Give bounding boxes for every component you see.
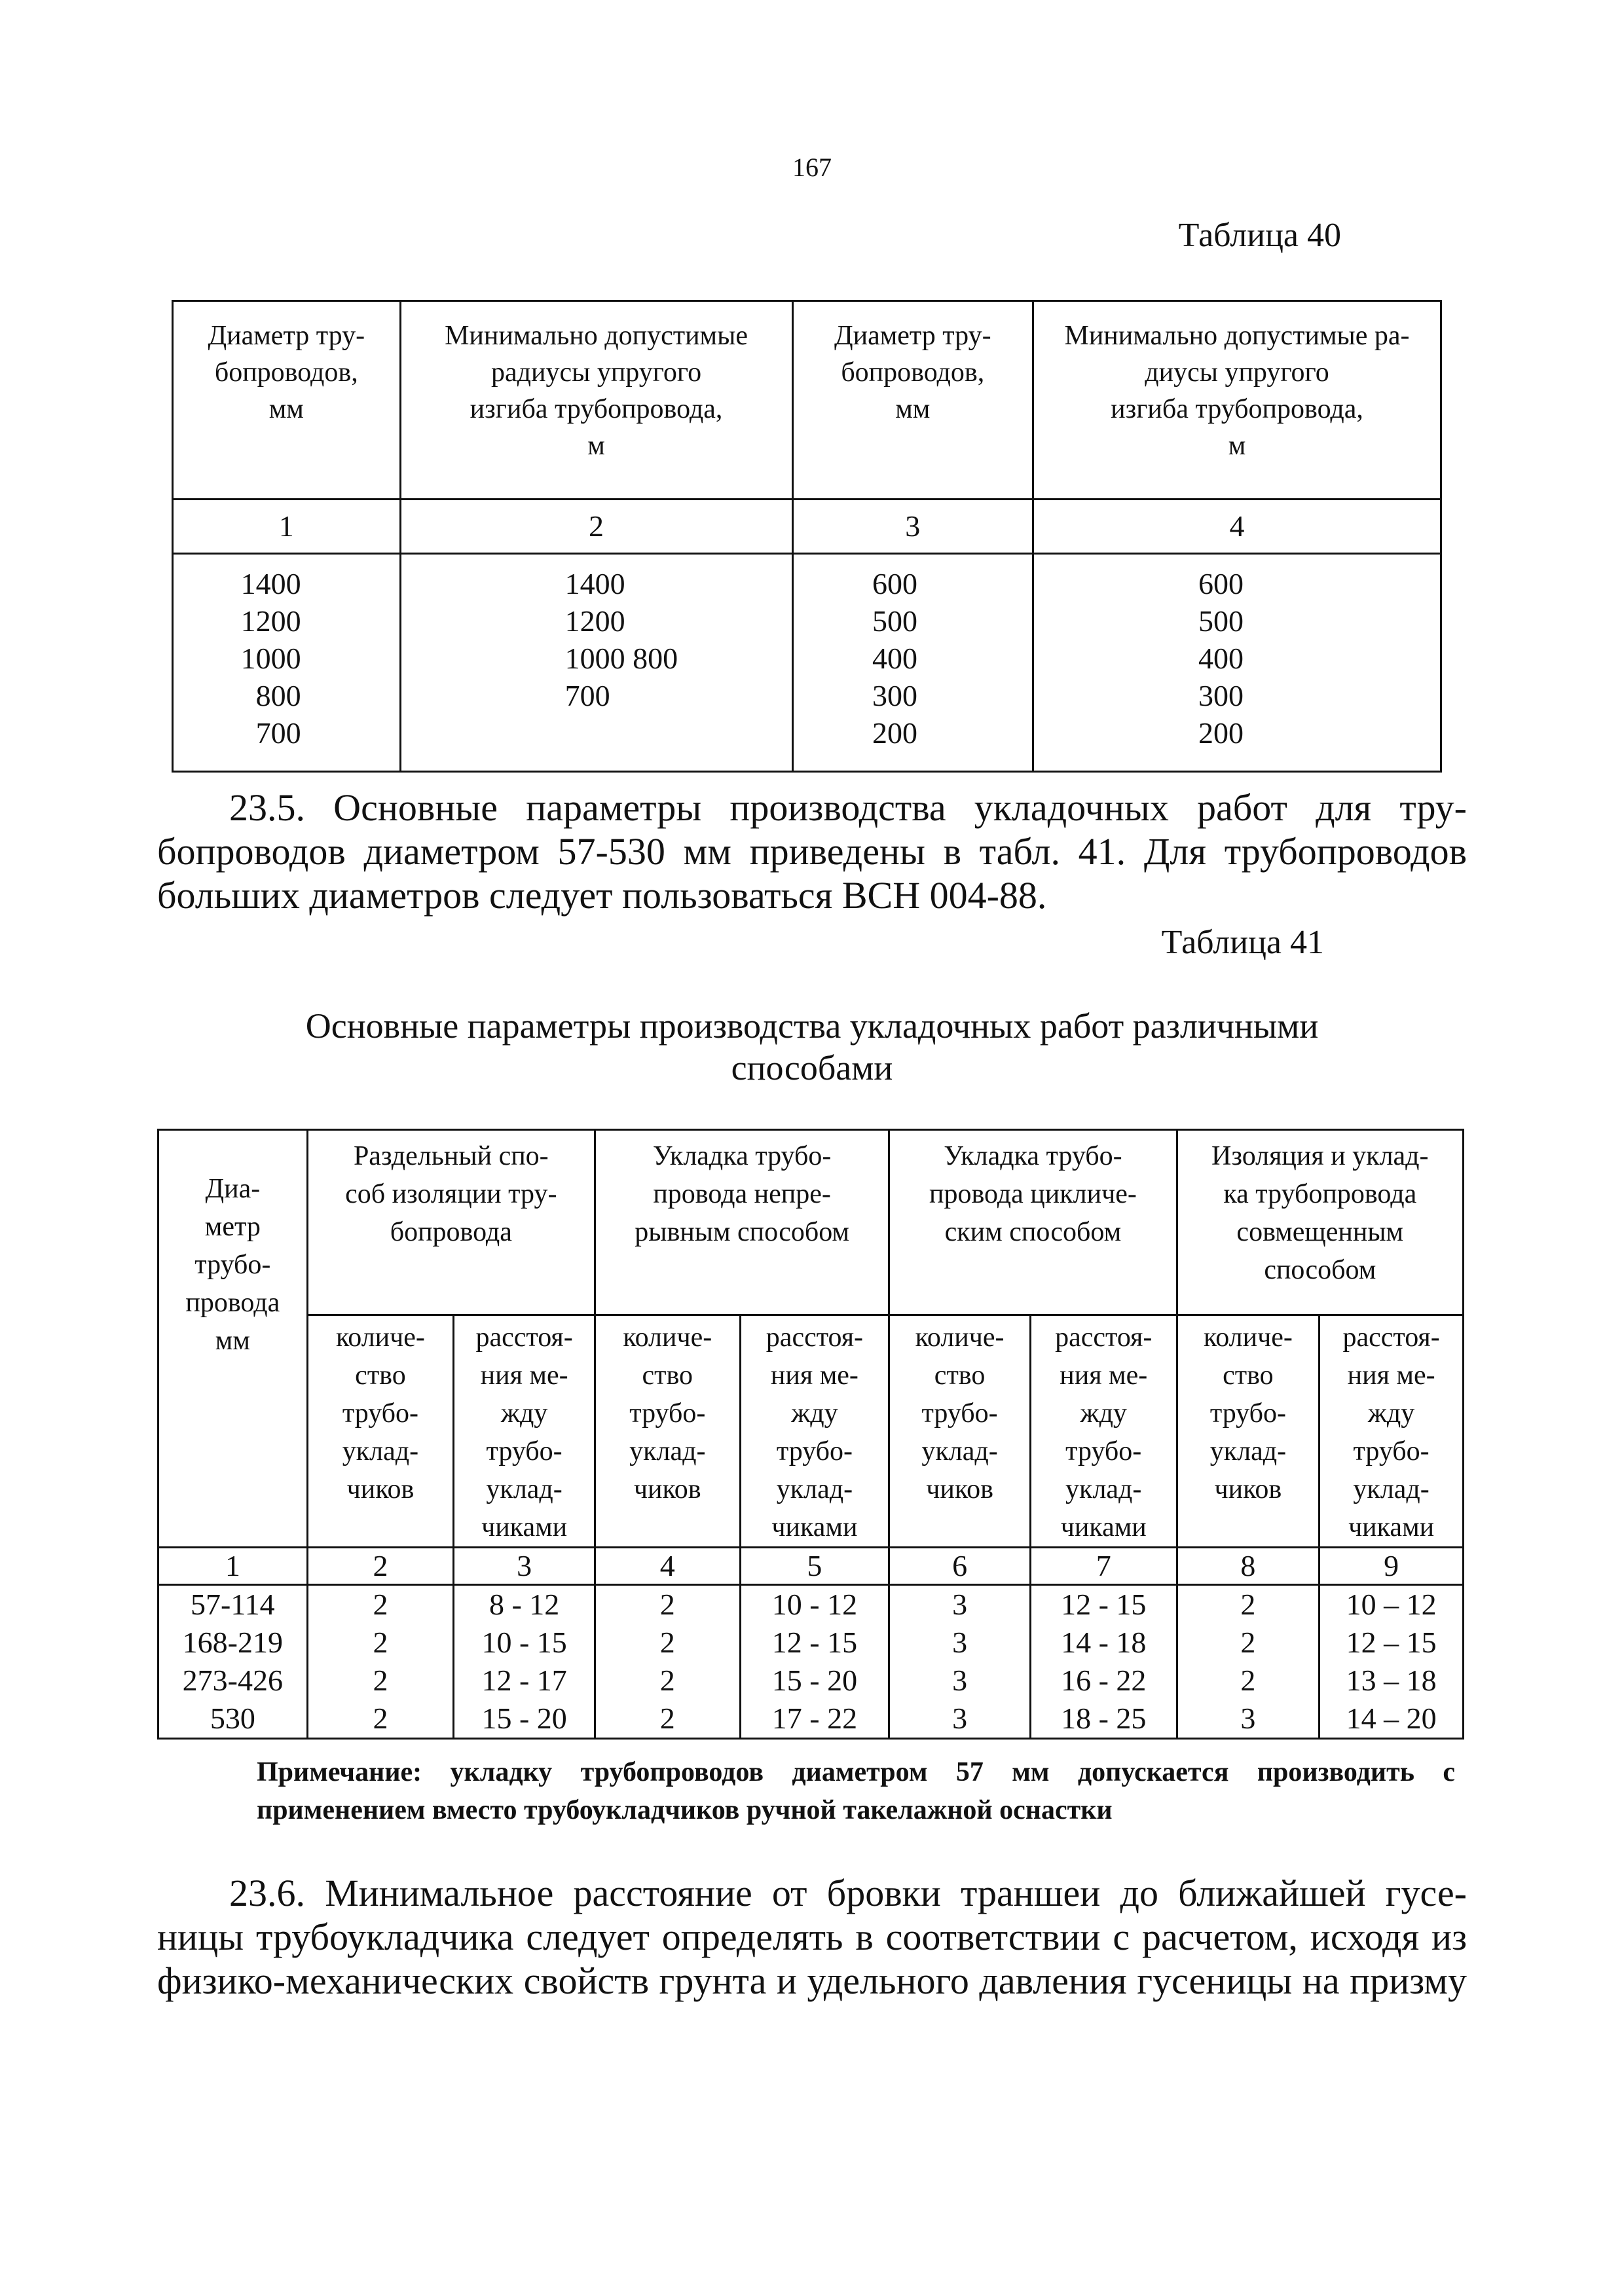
t41-cell: 3 [889,1585,1031,1624]
t41-sub-line: уклад- [1209,1436,1287,1467]
t41-sub-line: чиками [481,1512,568,1542]
t41-dh-line: провода [185,1288,280,1318]
table-row [158,1662,1464,1700]
t41-sub-line: ство [355,1360,406,1391]
t41-dh-line: мм [215,1326,250,1356]
t41-cell: 16 - 22 [1030,1662,1177,1700]
t41-cell: 3 [889,1700,1031,1739]
note-line: Примечание: укладку трубопроводов диаметром 57 мм допускается производить с [257,1757,1455,1787]
t41-g-line: Укладка трубо- [652,1141,832,1171]
t41-cell: 17 - 22 [740,1700,889,1739]
t41-sub-line: трубо- [1065,1436,1142,1467]
t40-h3-l2: бопроводов, [841,357,985,388]
t41-g-line: ка трубопровода [1223,1179,1417,1209]
t41-sub-line: жду [791,1398,838,1429]
t41-sub-line: трубо- [1209,1398,1286,1429]
t41-cell: 2 [595,1700,740,1739]
t41-sub-count [595,1315,740,1548]
t41-sub-distance [1320,1315,1464,1548]
t40-h2-l2: радиусы упругого [490,357,702,388]
t40-h1-l3: мм [268,394,304,424]
t41-g-line: соб изоляции тру- [345,1179,557,1209]
t40-value: 400 [872,642,918,675]
t40-h2-l1: Минимально допустимые [445,321,748,351]
t41-cell: 12 - 17 [454,1662,595,1700]
t41-cell: 12 – 15 [1320,1624,1464,1662]
t41-sub-line: чиков [926,1474,993,1504]
t40-h4-l2: диусы упругого [1145,357,1329,388]
t40-col2-values [400,554,792,772]
t40-value: 700 [255,716,301,750]
t41-cell: 15 - 20 [454,1700,595,1739]
t41-sub-line: трубо- [776,1436,853,1467]
t41-sub-count [889,1315,1031,1548]
t40-h1-l1: Диаметр тру- [208,321,365,351]
t41-cell: 12 - 15 [740,1624,889,1662]
t41-cell: 3 [889,1624,1031,1662]
t40-value: 1000 [240,642,301,675]
t41-sub-count [1177,1315,1320,1548]
t40-h4-l3: изгиба трубопровода, [1111,394,1363,424]
t41-diameter-header [158,1130,308,1548]
t41-sub-line: количе- [623,1322,712,1353]
t41-sub-line: чиками [1060,1512,1147,1542]
t40-value: 800 [255,679,301,712]
t41-g-line: способом [1264,1255,1376,1285]
table-41-note [257,1753,1455,1829]
t41-cell: 8 - 12 [454,1585,595,1624]
t41-sub-line: ния ме- [770,1360,858,1391]
t40-value: 1000 800 [564,642,678,675]
t41-cell: 13 – 18 [1320,1662,1464,1700]
page-number: 167 [792,153,832,182]
t41-sub-line: уклад- [1353,1474,1430,1504]
t40-value: 700 [564,679,610,712]
t41-colnum: 3 [454,1548,595,1585]
t41-colnum: 5 [740,1548,889,1585]
t41-g-line: ским способом [944,1217,1122,1247]
t41-cell: 168-219 [158,1624,308,1662]
t41-cell: 2 [595,1585,740,1624]
t41-cell: 12 - 15 [1030,1585,1177,1624]
t40-value: 1200 [240,604,301,638]
t41-sub-line: количе- [915,1322,1005,1353]
t40-value: 600 [1198,567,1244,600]
t40-h1-l2: бопроводов, [214,357,358,388]
t41-colnum: 9 [1320,1548,1464,1585]
t40-col1-values [173,554,401,772]
t41-g-line: Укладка трубо- [944,1141,1122,1171]
t41-cell: 2 [1177,1585,1320,1624]
t41-sub-line: уклад- [486,1474,563,1504]
t41-cell: 10 - 12 [740,1585,889,1624]
t41-g-line: провода цикличе- [929,1179,1137,1209]
t41-sub-line: трубо- [629,1398,706,1429]
t41-sub-line: трубо- [342,1398,419,1429]
t41-cell: 2 [1177,1662,1320,1700]
t41-dh-line: Диа- [205,1174,261,1204]
t41-sub-line: жду [1367,1398,1415,1429]
note-line: применением вместо трубоукладчиков ручной такелажной оснастки [257,1795,1113,1825]
t40-h2-l4: м [587,431,605,461]
t41-sub-distance [740,1315,889,1548]
t41-colnum: 2 [307,1548,454,1585]
table-row [158,1624,1464,1662]
t40-header-col3 [792,301,1033,500]
t40-value: 400 [1198,642,1244,675]
t41-cell: 2 [1177,1624,1320,1662]
t41-group-separate [307,1130,595,1315]
t40-value: 300 [1198,679,1244,712]
t41-sub-distance [454,1315,595,1548]
t41-cell: 3 [1177,1700,1320,1739]
t41-sub-line: чиками [1348,1512,1435,1542]
t41-cell: 3 [889,1662,1031,1700]
t40-h4-l1: Минимально допустимые ра- [1064,321,1410,351]
t41-sub-line: чиков [1214,1474,1282,1504]
t41-sub-line: уклад- [1065,1474,1142,1504]
t41-sub-line: трубо- [1353,1436,1430,1467]
t41-sub-line: ство [642,1360,693,1391]
t41-g-line: провода непре- [653,1179,831,1209]
t41-cell: 2 [595,1662,740,1700]
t40-value: 600 [872,567,918,600]
t41-sub-line: жду [500,1398,548,1429]
t41-cell: 14 – 20 [1320,1700,1464,1739]
table-40-caption: Таблица 40 [1178,217,1341,254]
t41-sub-line: трубо- [921,1398,998,1429]
table-41 [157,1129,1464,1740]
t41-cell: 14 - 18 [1030,1624,1177,1662]
table-41-title [157,1005,1467,1089]
t41-g-line: Раздельный спо- [353,1141,549,1171]
t41-sub-line: расстоя- [1342,1322,1440,1353]
t41-dh-line: трубо- [194,1250,271,1280]
t41-sub-count [307,1315,454,1548]
t41-sub-line: чиками [771,1512,858,1542]
t40-header-col1 [173,301,401,500]
t41-sub-line: расстоя- [766,1322,864,1353]
t41-g-line: рывным способом [635,1217,849,1247]
t41-cell: 18 - 25 [1030,1700,1177,1739]
t41-sub-line: уклад- [921,1436,998,1467]
t41-dh-line: метр [204,1212,261,1242]
t40-colnum-2: 2 [400,500,792,554]
paragraph-line: физико-механических свойств грунта и удельного давления гусеницы на призму [157,1959,1467,2002]
t41-sub-line: расстоя- [1055,1322,1153,1353]
t41-cell: 530 [158,1700,308,1739]
table-40 [172,300,1442,773]
t40-value: 1400 [240,567,301,600]
t40-header-col4 [1033,301,1441,500]
paragraph-line: 23.6. Минимальное расстояние от бровки траншеи до ближайшей гусе- [229,1872,1467,1914]
t41-cell: 2 [307,1585,454,1624]
t41-colnum: 1 [158,1548,308,1585]
t40-col4-values [1033,554,1441,772]
t41-sub-line: чиков [346,1474,415,1504]
t41-sub-line: трубо- [486,1436,563,1467]
t41-cell: 57-114 [158,1585,308,1624]
t41-sub-line: уклад- [629,1436,706,1467]
paragraph-line: бопроводов диаметром 57-530 мм приведены в табл. 41. Для трубопроводов [157,830,1467,873]
t41-sub-line: ния ме- [1060,1360,1148,1391]
t41-cell: 2 [307,1624,454,1662]
t40-value: 500 [872,604,918,638]
t40-h3-l1: Диаметр тру- [834,321,991,351]
t41-cell: 10 - 15 [454,1624,595,1662]
t41-sub-line: жду [1080,1398,1127,1429]
t41-sub-line: уклад- [342,1436,419,1467]
t40-h4-l4: м [1228,431,1246,461]
t41-group-continuous [595,1130,889,1315]
t40-colnum-3: 3 [792,500,1033,554]
table-41-title-line: способами [731,1048,893,1087]
t41-sub-line: расстоя- [475,1322,573,1353]
t41-sub-line: ния ме- [1347,1360,1435,1391]
table-row [158,1585,1464,1624]
t40-h3-l3: мм [895,394,931,424]
t40-header-col2 [400,301,792,500]
t41-sub-line: количе- [1203,1322,1293,1353]
t41-sub-line: ство [934,1360,986,1391]
t41-sub-line: ния ме- [480,1360,568,1391]
t40-colnum-1: 1 [173,500,401,554]
t41-sub-line: количе- [336,1322,425,1353]
t40-value: 200 [1198,716,1244,750]
t41-sub-line: чиков [633,1474,701,1504]
t41-group-combined [1177,1130,1463,1315]
t40-h2-l3: изгиба трубопровода, [470,394,723,424]
t41-g-line: бопровода [390,1217,512,1247]
paragraph-line: ницы трубоукладчика следует определять в соответствии с расчетом, исходя из [157,1916,1467,1958]
paragraph-line: больших диаметров следует пользоваться ВСН 004-88. [157,874,1047,917]
t41-cell: 2 [595,1624,740,1662]
table-41-caption: Таблица 41 [1161,924,1324,961]
t41-colnum: 7 [1030,1548,1177,1585]
t40-col3-values [792,554,1033,772]
t40-value: 1200 [564,604,625,638]
table-row [158,1700,1464,1739]
t41-cell: 2 [307,1700,454,1739]
t41-colnum: 8 [1177,1548,1320,1585]
t40-value: 500 [1198,604,1244,638]
t40-value: 200 [872,716,918,750]
paragraph-23-5 [157,786,1467,917]
t40-colnum-4: 4 [1033,500,1441,554]
t40-value: 1400 [564,567,625,600]
t40-value: 300 [872,679,918,712]
t41-g-line: совмещенным [1236,1217,1404,1247]
t41-sub-distance [1030,1315,1177,1548]
t41-sub-line: ство [1223,1360,1274,1391]
t41-cell: 10 – 12 [1320,1585,1464,1624]
t41-sub-line: уклад- [776,1474,853,1504]
t41-cell: 273-426 [158,1662,308,1700]
paragraph-line: 23.5. Основные параметры производства укладочных работ для тру- [229,786,1467,829]
t41-cell: 15 - 20 [740,1662,889,1700]
paragraph-23-6 [157,1871,1467,2003]
t41-group-cyclic [889,1130,1177,1315]
table-41-title-line: Основные параметры производства укладочных работ различными [305,1006,1319,1046]
t41-colnum: 4 [595,1548,740,1585]
t41-g-line: Изоляция и уклад- [1211,1141,1429,1171]
t41-colnum: 6 [889,1548,1031,1585]
t41-cell: 2 [307,1662,454,1700]
